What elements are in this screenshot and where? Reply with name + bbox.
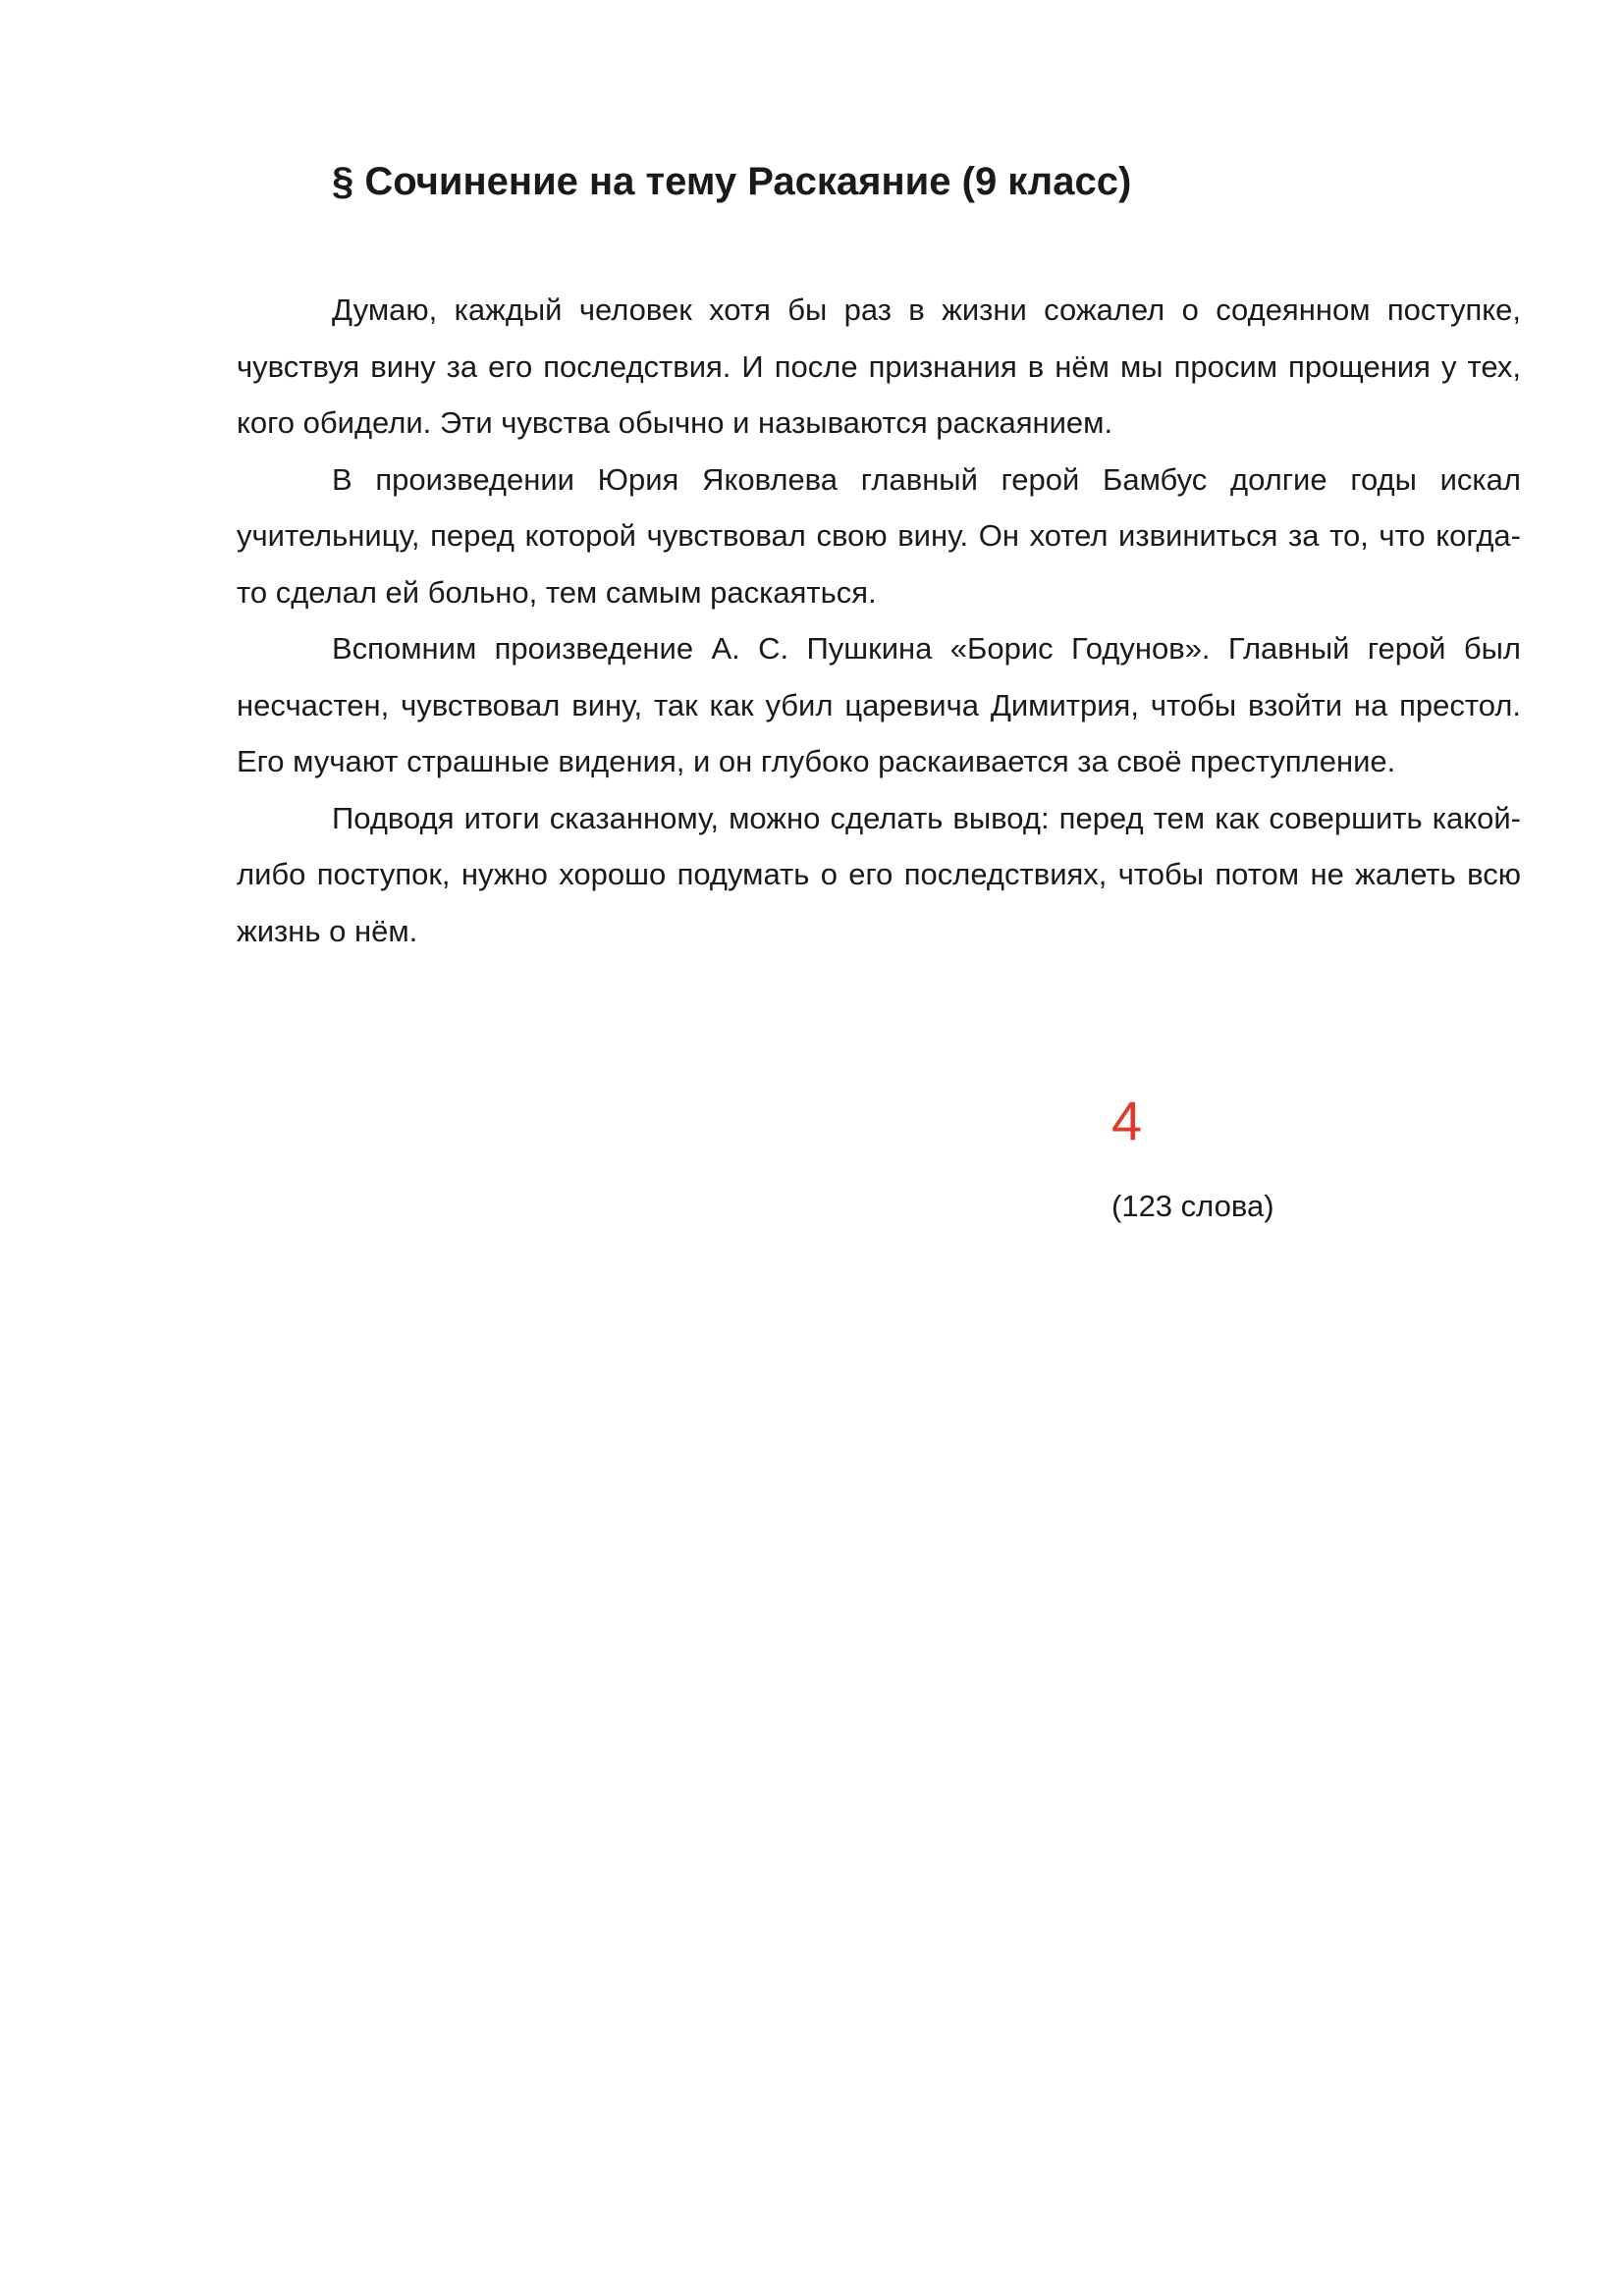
paragraph-2: В произведении Юрия Яковлева главный герой Бамбус долгие годы искал учительницу, перед которой чувствовал свою вину. Он хотел извиниться за то, что когда-то сделал ей больно, тем самым раскаяться.	[237, 461, 1521, 610]
paragraph-1: Думаю, каждый человек хотя бы раз в жизни сожалел о содеянном поступке, чувствуя вину за его последствия. И после признания в нём мы просим прощения у тех, кого обидели. Эти чувства обычно и называются раскаянием.	[237, 293, 1521, 440]
word-count: (123 слова)	[1111, 1189, 1274, 1223]
paragraph-4: Подводя итоги сказанному, можно сделать вывод: перед тем как совершить какой-либо поступок, нужно хорошо подумать о его последствиях, чтобы потом не жалеть всю жизнь о нём.	[237, 800, 1521, 948]
grade-mark: 4	[1111, 1090, 1143, 1151]
essay-title: § Сочинение на тему Раскаяние (9 класс)	[332, 160, 1132, 203]
essay-body	[237, 282, 1521, 959]
paragraph-3: Вспомним произведение А. С. Пушкина «Борис Годунов». Главный герой был несчастен, чувствовал вину, так как убил царевича Димитрия, чтобы взойти на престол. Его мучают страшные видения, и он глубоко раскаивается за своё преступление.	[237, 631, 1521, 778]
